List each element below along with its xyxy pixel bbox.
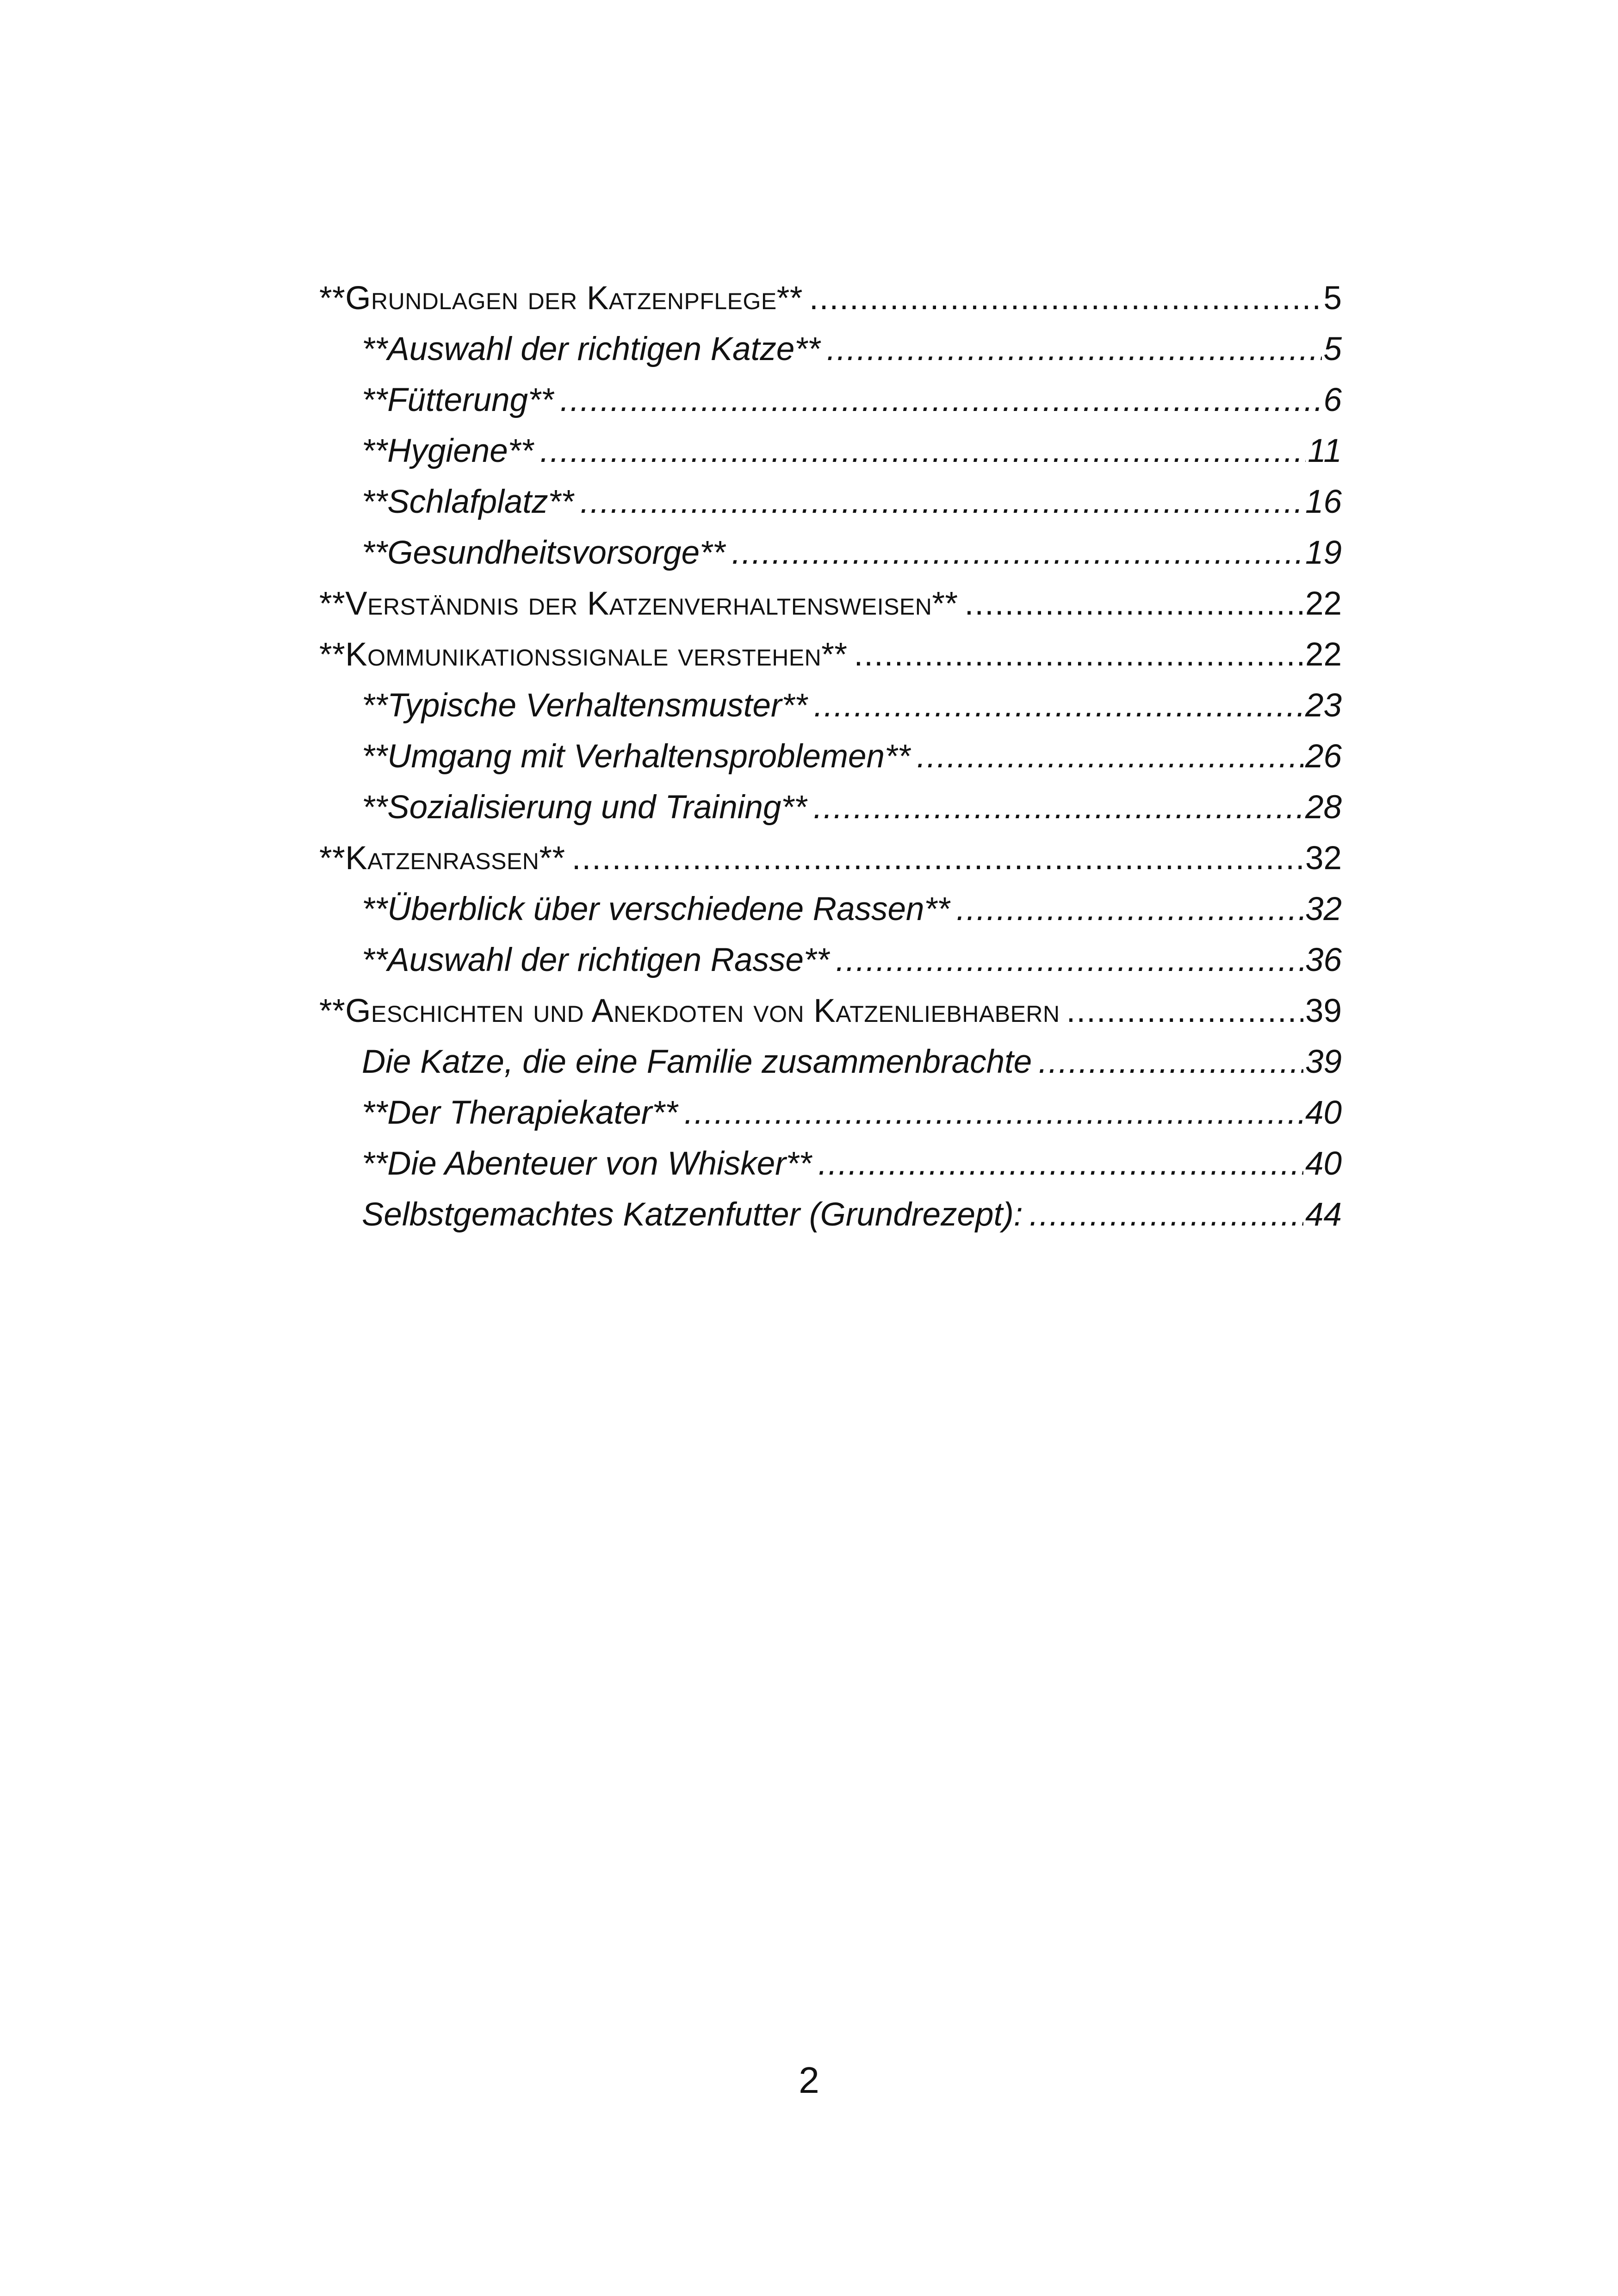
toc-entry-page-number: 5	[1323, 331, 1342, 367]
toc-entry-page-number: 39	[1305, 1044, 1342, 1080]
toc-dot-leader	[540, 426, 1306, 477]
toc-entry-title: **Hygiene**	[362, 433, 534, 469]
toc-entry-title: Selbstgemachtes Katzenfutter (Grundrezept):	[362, 1196, 1023, 1233]
toc-entry[interactable]	[319, 731, 1342, 782]
toc-dot-leader	[1029, 1189, 1303, 1240]
toc-entry[interactable]	[319, 477, 1342, 528]
toc-entry-page-number: 39	[1305, 993, 1342, 1029]
toc-entry[interactable]	[319, 324, 1342, 375]
page-number: 2	[799, 2060, 819, 2101]
toc-dot-leader	[814, 680, 1303, 731]
toc-dot-leader	[965, 579, 1303, 629]
toc-entry-page-number: 6	[1323, 382, 1342, 418]
toc-dot-leader	[827, 324, 1322, 375]
toc-entry[interactable]	[319, 426, 1342, 477]
toc-entry[interactable]	[319, 833, 1342, 884]
toc-entry-title: **Verständnis der Katzenverhaltensweisen**	[319, 585, 958, 622]
toc-entry-title: Die Katze, die eine Familie zusammenbrachte	[362, 1044, 1032, 1080]
toc-entry-page-number: 5	[1323, 280, 1342, 317]
toc-entry[interactable]	[319, 1189, 1342, 1240]
toc-entry-title: **Auswahl der richtigen Rasse**	[362, 942, 830, 978]
toc-entry[interactable]	[319, 782, 1342, 833]
toc-entry[interactable]	[319, 1139, 1342, 1189]
toc-dot-leader	[684, 1088, 1303, 1139]
toc-entry-title: **Überblick über verschiedene Rassen**	[362, 891, 950, 927]
toc-dot-leader	[572, 833, 1303, 884]
toc-dot-leader	[580, 477, 1303, 528]
toc-entry[interactable]	[319, 375, 1342, 426]
toc-dot-leader	[917, 731, 1303, 782]
toc-entry-page-number: 16	[1305, 484, 1342, 520]
toc-entry-page-number: 22	[1305, 636, 1342, 673]
toc-entry-title: **Schlafplatz**	[362, 484, 574, 520]
toc-entry-page-number: 19	[1305, 535, 1342, 571]
toc-entry-page-number: 36	[1305, 942, 1342, 978]
toc-dot-leader	[818, 1139, 1303, 1189]
toc-entry-page-number: 23	[1305, 687, 1342, 724]
toc-entry-title: **Grundlagen der Katzenpflege**	[319, 280, 803, 317]
toc-dot-leader	[854, 629, 1303, 680]
toc-entry[interactable]	[319, 884, 1342, 935]
toc-entry-title: **Die Abenteuer von Whisker**	[362, 1145, 812, 1182]
toc-entry-title: **Gesundheitsvorsorge**	[362, 535, 725, 571]
toc-entry[interactable]	[319, 986, 1342, 1037]
toc-entry[interactable]	[319, 1037, 1342, 1088]
toc-dot-leader	[956, 884, 1303, 935]
toc-entry-page-number: 40	[1305, 1145, 1342, 1182]
toc-entry-page-number: 28	[1305, 789, 1342, 826]
toc-entry-page-number: 11	[1308, 433, 1342, 469]
toc-entry[interactable]	[319, 1088, 1342, 1139]
toc-entry-page-number: 22	[1305, 585, 1342, 622]
toc-entry-title: **Katzenrassen**	[319, 840, 565, 877]
toc-dot-leader	[836, 935, 1303, 986]
toc-entry[interactable]	[319, 528, 1342, 579]
toc-entry-title: **Auswahl der richtigen Katze**	[362, 331, 820, 367]
toc-entry-page-number: 26	[1305, 738, 1342, 775]
toc-entry-title: **Fütterung**	[362, 382, 554, 418]
toc-entry[interactable]	[319, 579, 1342, 629]
toc-dot-leader	[560, 375, 1321, 426]
table-of-contents	[319, 273, 1342, 1240]
toc-entry-title: **Geschichten und Anekdoten von Katzenliebhabern	[319, 993, 1060, 1029]
toc-dot-leader	[1038, 1037, 1303, 1088]
toc-entry[interactable]	[319, 680, 1342, 731]
toc-entry[interactable]	[319, 629, 1342, 680]
toc-entry-title: **Kommunikationssignale verstehen**	[319, 636, 848, 673]
toc-entry-title: **Umgang mit Verhaltensproblemen**	[362, 738, 911, 775]
toc-entry[interactable]	[319, 935, 1342, 986]
toc-dot-leader	[809, 273, 1321, 324]
toc-entry-page-number: 32	[1305, 891, 1342, 927]
toc-dot-leader	[732, 528, 1303, 579]
toc-dot-leader	[1066, 986, 1303, 1037]
toc-entry-title: **Sozialisierung und Training**	[362, 789, 807, 826]
toc-entry-page-number: 44	[1305, 1196, 1342, 1233]
toc-entry-title: **Der Therapiekater**	[362, 1095, 678, 1131]
toc-entry-title: **Typische Verhaltensmuster**	[362, 687, 807, 724]
toc-entry[interactable]	[319, 273, 1342, 324]
toc-dot-leader	[813, 782, 1303, 833]
toc-entry-page-number: 32	[1305, 840, 1342, 877]
toc-entry-page-number: 40	[1305, 1095, 1342, 1131]
